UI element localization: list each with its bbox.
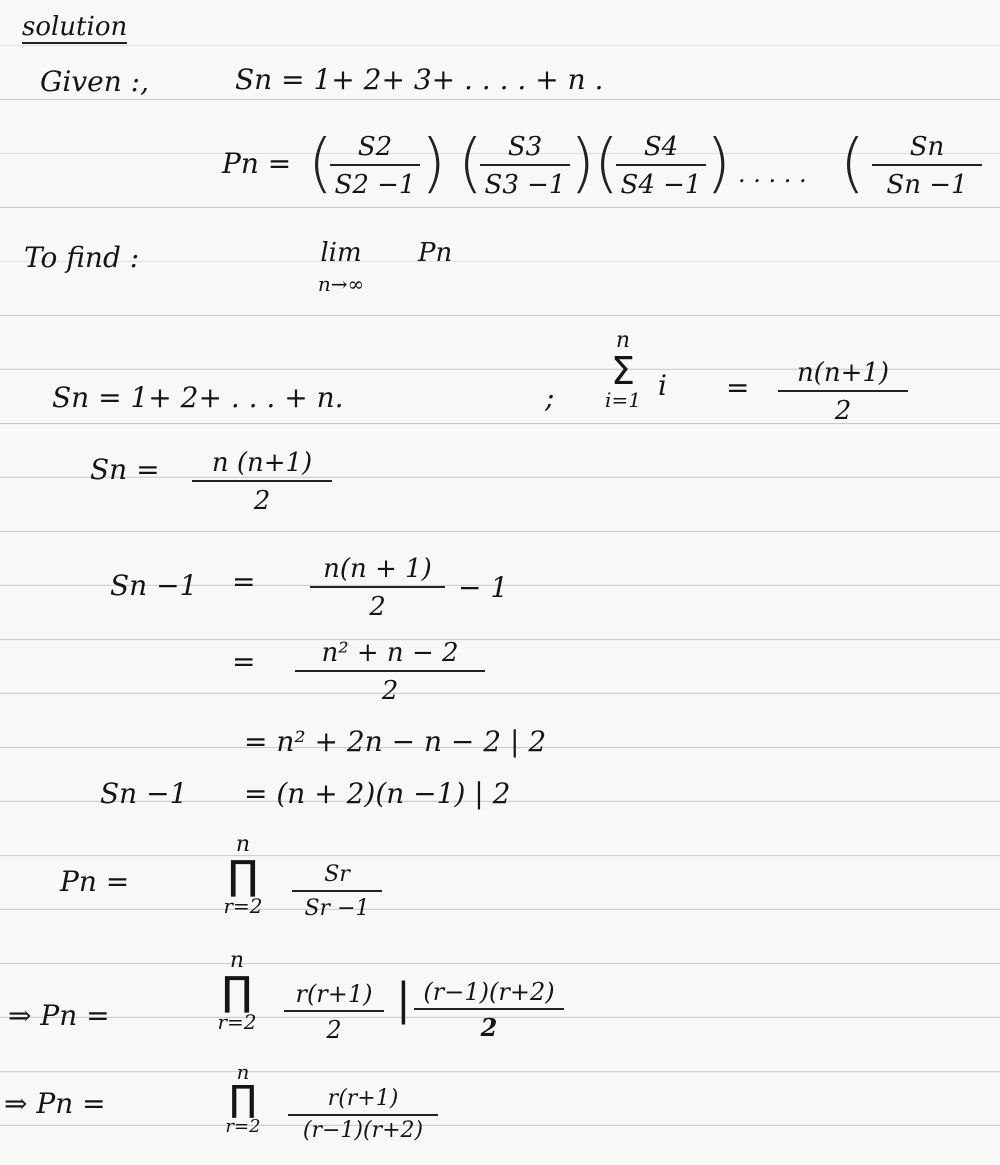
paren-close-1: ) [421,127,446,201]
product-3-bottom: r=2 [225,1116,261,1137]
solution-heading: solution [22,12,128,42]
product-3-top: n [236,1060,250,1084]
step-fraction-1-den: 2 [381,676,399,706]
fraction-s2-num: S2 [330,134,420,166]
sn-closed-form-den: 2 [253,486,271,516]
pn-step-3-lhs: ⇒ Pn = [4,1087,106,1120]
sn-series-line: Sn = 1+ 2+ . . . + n. [52,381,344,414]
sn-minus-one-fraction [310,556,445,620]
sn-minus-one-tail: − 1 [458,571,509,604]
pn-product-lhs: Pn = [60,865,130,898]
given-label: Given :, [40,65,149,98]
product-3-den: (r−1)(r+2) [302,1118,424,1143]
summation-variable: i [658,369,667,402]
product-dots: . . . . . [738,160,807,188]
fraction-s4 [616,134,706,198]
semicolon: ; [545,381,555,414]
summation-result-den: 2 [834,396,852,426]
product-1-den: Sr −1 [304,896,370,921]
sn-definition: Sn = 1+ 2+ 3+ . . . . + n . [235,63,604,96]
fraction-s2 [330,134,420,198]
step-equals-1: = [232,645,256,678]
product-2-symbol: ∏ [221,969,253,1015]
fraction-s3-den: S3 −1 [484,170,566,200]
product-1-top: n [235,832,251,857]
fraction-sn-num: Sn [872,134,982,166]
paren-close-2: ) [570,127,595,201]
product-3-num: r(r+1) [288,1088,438,1116]
fraction-s2-den: S2 −1 [334,170,416,200]
sn-factored-rhs: = (n + 2)(n −1) | 2 [244,777,511,810]
product-1-bottom: r=2 [223,894,263,918]
limit-word: lim [320,238,362,268]
product-2-top: n [229,948,245,973]
paren-open-1: ( [308,127,333,201]
pn-lhs: Pn = [222,147,292,180]
product-2-bottom: r=2 [217,1010,257,1034]
product-2-den-b: 2 [480,1013,498,1042]
product-operator-3 [206,1062,280,1136]
product-3-fraction [288,1088,438,1142]
sn-closed-form [192,450,332,514]
product-2-den-a: 2 [326,1016,342,1044]
summation-equals: = [726,371,750,404]
product-2-separator: | [396,974,411,1025]
step-expand: = n² + 2n − n − 2 | 2 [244,725,547,758]
product-2-num-b: (r−1)(r+2) [414,980,564,1010]
summation-result-num: n(n+1) [778,360,908,392]
product-2-fraction-b [414,980,564,1040]
fraction-s3 [480,134,570,198]
paren-close-3: ) [706,127,731,201]
sn-factored-lhs: Sn −1 [100,777,188,810]
product-operator-1 [206,834,280,916]
paren-open-2: ( [458,127,483,201]
summation-bottom: i=1 [605,388,641,412]
sn-minus-one-lhs: Sn −1 [110,569,198,602]
summation-operator [598,330,648,410]
paren-open-3: ( [594,127,619,201]
product-2-num-a: r(r+1) [284,982,384,1012]
product-operator-2 [200,950,274,1032]
pn-step-2-lhs: ⇒ Pn = [8,999,110,1032]
step-fraction-1-num: n² + n − 2 [295,640,485,672]
product-1-symbol: ∏ [227,853,259,899]
fraction-sn [872,134,982,198]
sn-minus-one-den: 2 [369,592,386,622]
sn-minus-one-equals: = [232,565,256,598]
product-1-fraction [292,864,382,920]
summation-symbol: Σ [610,349,635,393]
limit-subscript: n→∞ [317,272,365,296]
sn-closed-form-num: n (n+1) [192,450,332,482]
sn-closed-form-lhs: Sn = [90,453,160,486]
summation-top: n [615,328,631,353]
product-1-num: Sr [292,864,382,892]
paren-open-n: ( [840,127,865,201]
limit-operator [296,240,386,294]
to-find-label: To find : [24,241,140,274]
fraction-sn-den: Sn −1 [886,170,968,200]
limit-expression: Pn [418,238,453,268]
product-2-fraction-a [284,982,384,1042]
step-fraction-1 [295,640,485,704]
product-3-symbol: ∏ [229,1079,257,1120]
fraction-s4-den: S4 −1 [620,170,702,200]
sn-minus-one-num: n(n + 1) [310,556,445,588]
fraction-s3-num: S3 [480,134,570,166]
summation-result [778,360,908,424]
fraction-s4-num: S4 [616,134,706,166]
